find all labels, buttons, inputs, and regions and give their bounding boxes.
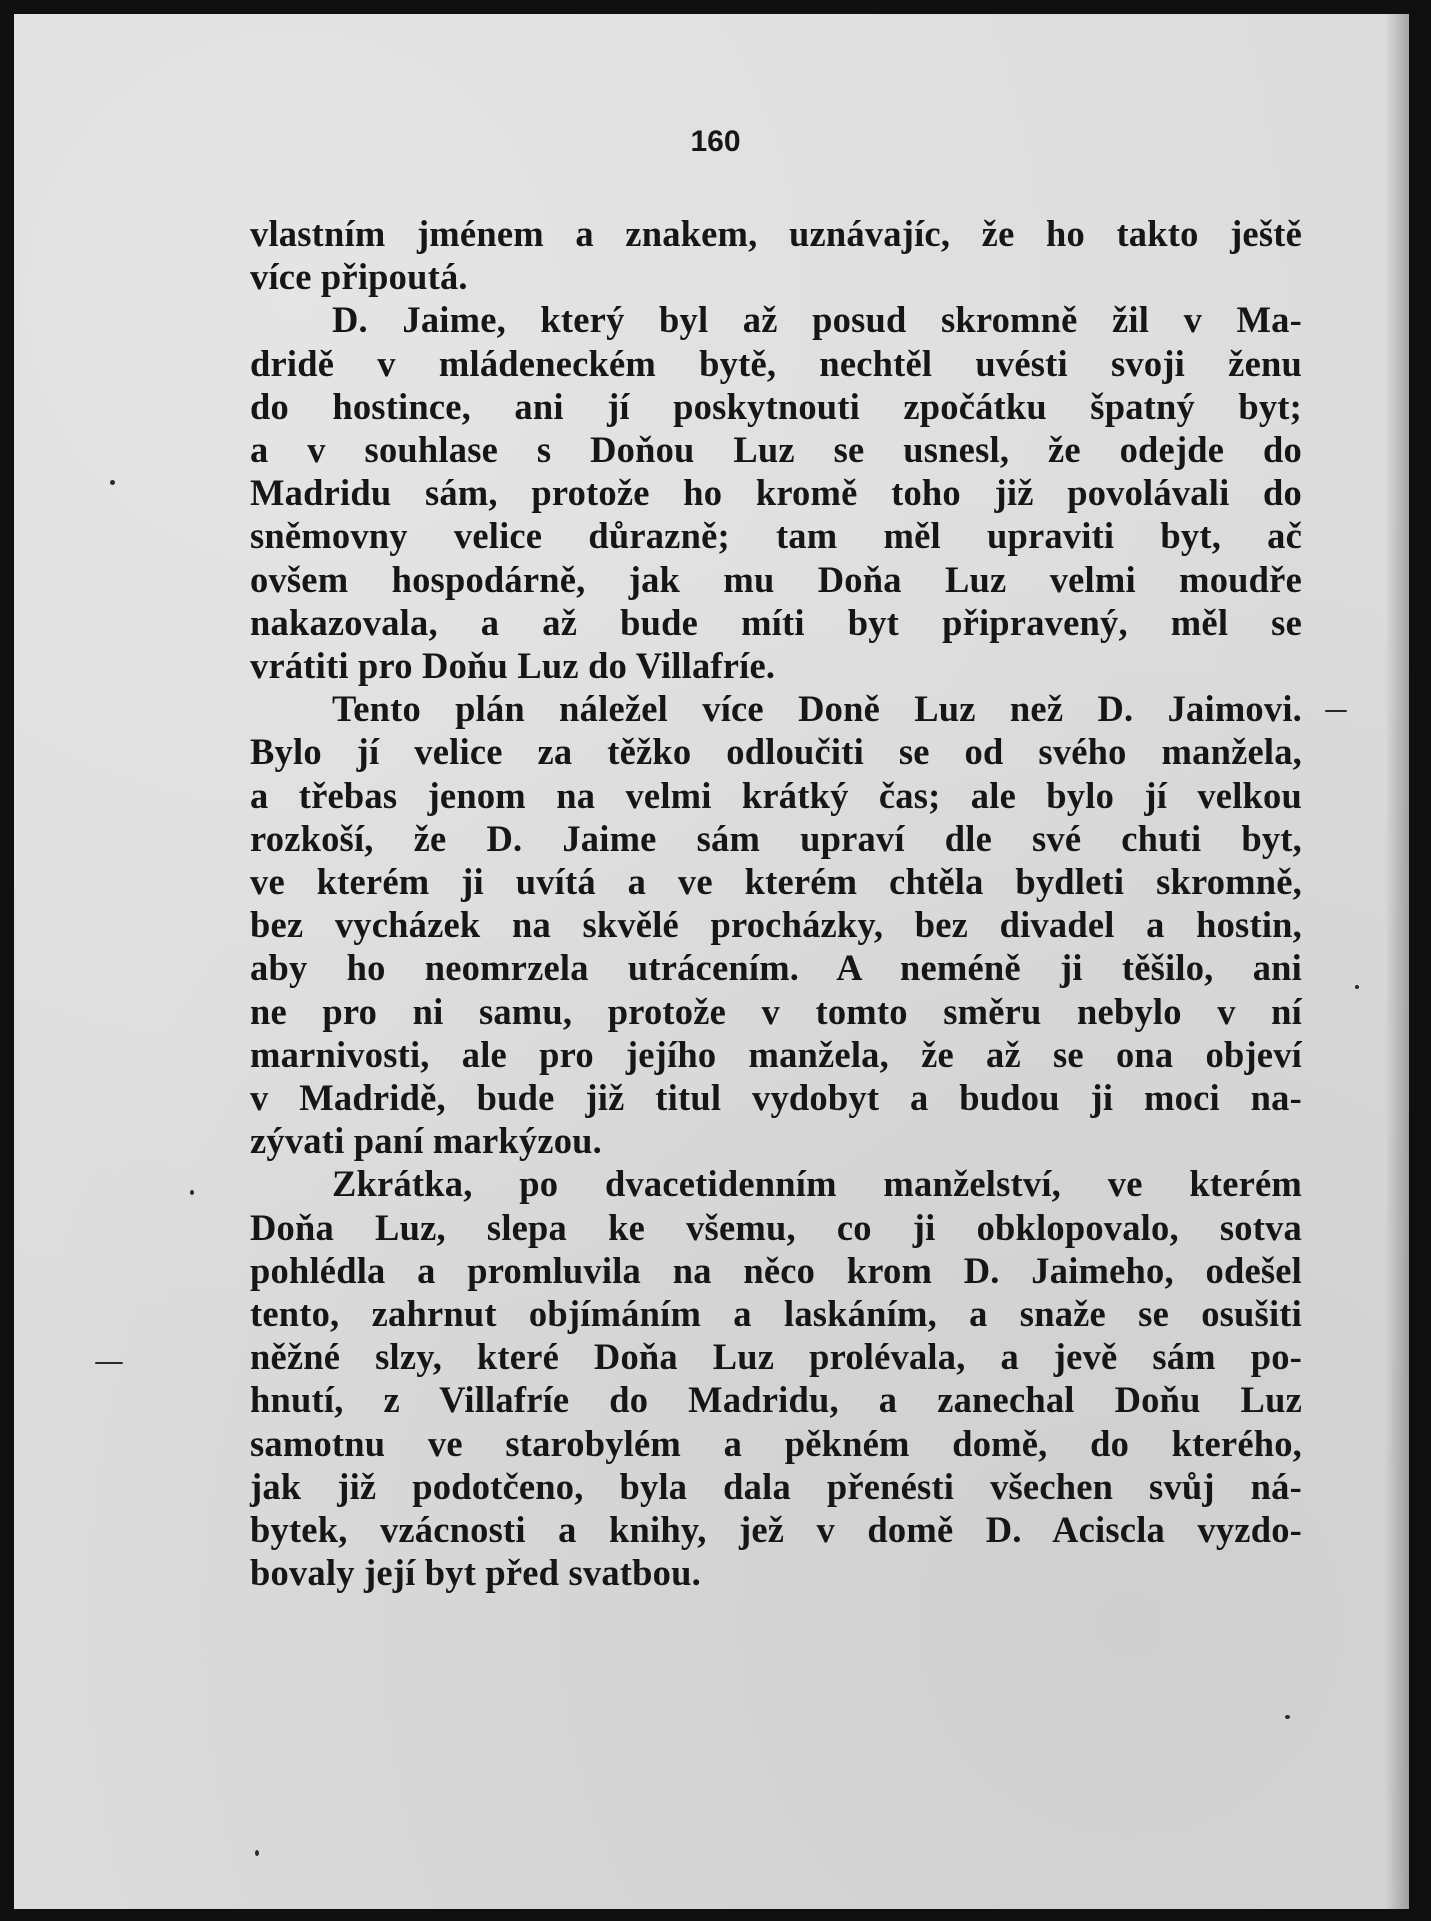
scan-speck xyxy=(1285,1715,1290,1719)
page-number: 160 xyxy=(690,125,741,158)
text-line: a v souhlase s Doňou Luz se usnesl, že odejde do xyxy=(250,429,1302,471)
text-line: pohlédla a promluvila na něco krom D. Jaimeho, odešel xyxy=(250,1249,1302,1291)
page-edge-shadow xyxy=(1385,14,1409,1909)
scan-speck xyxy=(190,1190,194,1195)
text-line: vrátiti pro Doňu Luz do Villafríe. xyxy=(250,645,776,687)
text-line: bytek, vzácnosti a knihy, jež v domě D. Aciscla vyzdo- xyxy=(250,1509,1302,1551)
text-line: hnutí, z Villafríe do Madridu, a zanechal Doňu Luz xyxy=(250,1379,1302,1421)
text-line: vlastním jménem a znakem, uznávajíc, že ho takto ještě xyxy=(250,213,1302,254)
text-line: a třebas jenom na velmi krátký čas; ale bylo jí velkou xyxy=(250,774,1302,816)
text-line: Zkrátka, po dvacetidenním manželství, ve kterém xyxy=(332,1163,1302,1205)
text-line: Bylo jí velice za těžko odloučiti se od svého manžela, xyxy=(250,731,1302,773)
scan-speck xyxy=(1325,710,1347,712)
text-line: D. Jaime, který byl až posud skromně žil v Ma- xyxy=(332,299,1302,341)
text-line: zývati paní markýzou. xyxy=(250,1120,602,1162)
text-line: aby ho neomrzela utrácením. A neméně ji těšilo, ani xyxy=(250,947,1302,989)
text-line: tento, zahrnut objímáním a laskáním, a snaže se osušiti xyxy=(250,1293,1302,1335)
text-line: Madridu sám, protože ho kromě toho již povolávali do xyxy=(250,472,1302,514)
text-line: ve kterém ji uvítá a ve kterém chtěla bydleti skromně, xyxy=(250,861,1302,903)
text-line: marnivosti, ale pro jejího manžela, že až se ona objeví xyxy=(250,1033,1302,1075)
body-text xyxy=(250,212,1302,1595)
text-line: v Madridě, bude již titul vydobyt a budou ji moci na- xyxy=(250,1077,1302,1119)
text-line: více připoutá. xyxy=(250,256,468,298)
text-line: nakazovala, a až bude míti byt připravený, měl se xyxy=(250,601,1302,643)
scan-speck xyxy=(95,1362,123,1364)
scan-speck xyxy=(110,480,115,485)
text-line: ovšem hospodárně, jak mu Doňa Luz velmi moudře xyxy=(250,558,1302,600)
text-line: bez vycházek na skvělé procházky, bez divadel a hostin, xyxy=(250,904,1302,946)
text-line: sněmovny velice důrazně; tam měl upraviti byt, ač xyxy=(250,515,1302,557)
text-line: do hostince, ani jí poskytnouti zpočátku špatný byt; xyxy=(250,385,1302,427)
text-line: samotnu ve starobylém a pěkném domě, do kterého, xyxy=(250,1422,1302,1464)
text-line: Tento plán náležel více Doně Luz než D. Jaimovi. xyxy=(332,688,1302,730)
text-line: Doňa Luz, slepa ke všemu, co ji obklopovalo, sotva xyxy=(250,1206,1302,1248)
text-line: rozkoší, že D. Jaime sám upraví dle své chuti byt, xyxy=(250,817,1302,859)
text-line: něžné slzy, které Doňa Luz prolévala, a jevě sám po- xyxy=(250,1336,1302,1378)
text-line: bovaly její byt před svatbou. xyxy=(250,1552,701,1594)
text-line: ne pro ni samu, protože v tomto směru nebylo v ní xyxy=(250,990,1302,1032)
scan-speck xyxy=(255,1850,259,1856)
scan-speck xyxy=(1355,985,1359,989)
text-line: jak již podotčeno, byla dala přenésti všechen svůj ná- xyxy=(250,1465,1302,1507)
text-line: dridě v mládeneckém bytě, nechtěl uvésti svoji ženu xyxy=(250,342,1302,384)
